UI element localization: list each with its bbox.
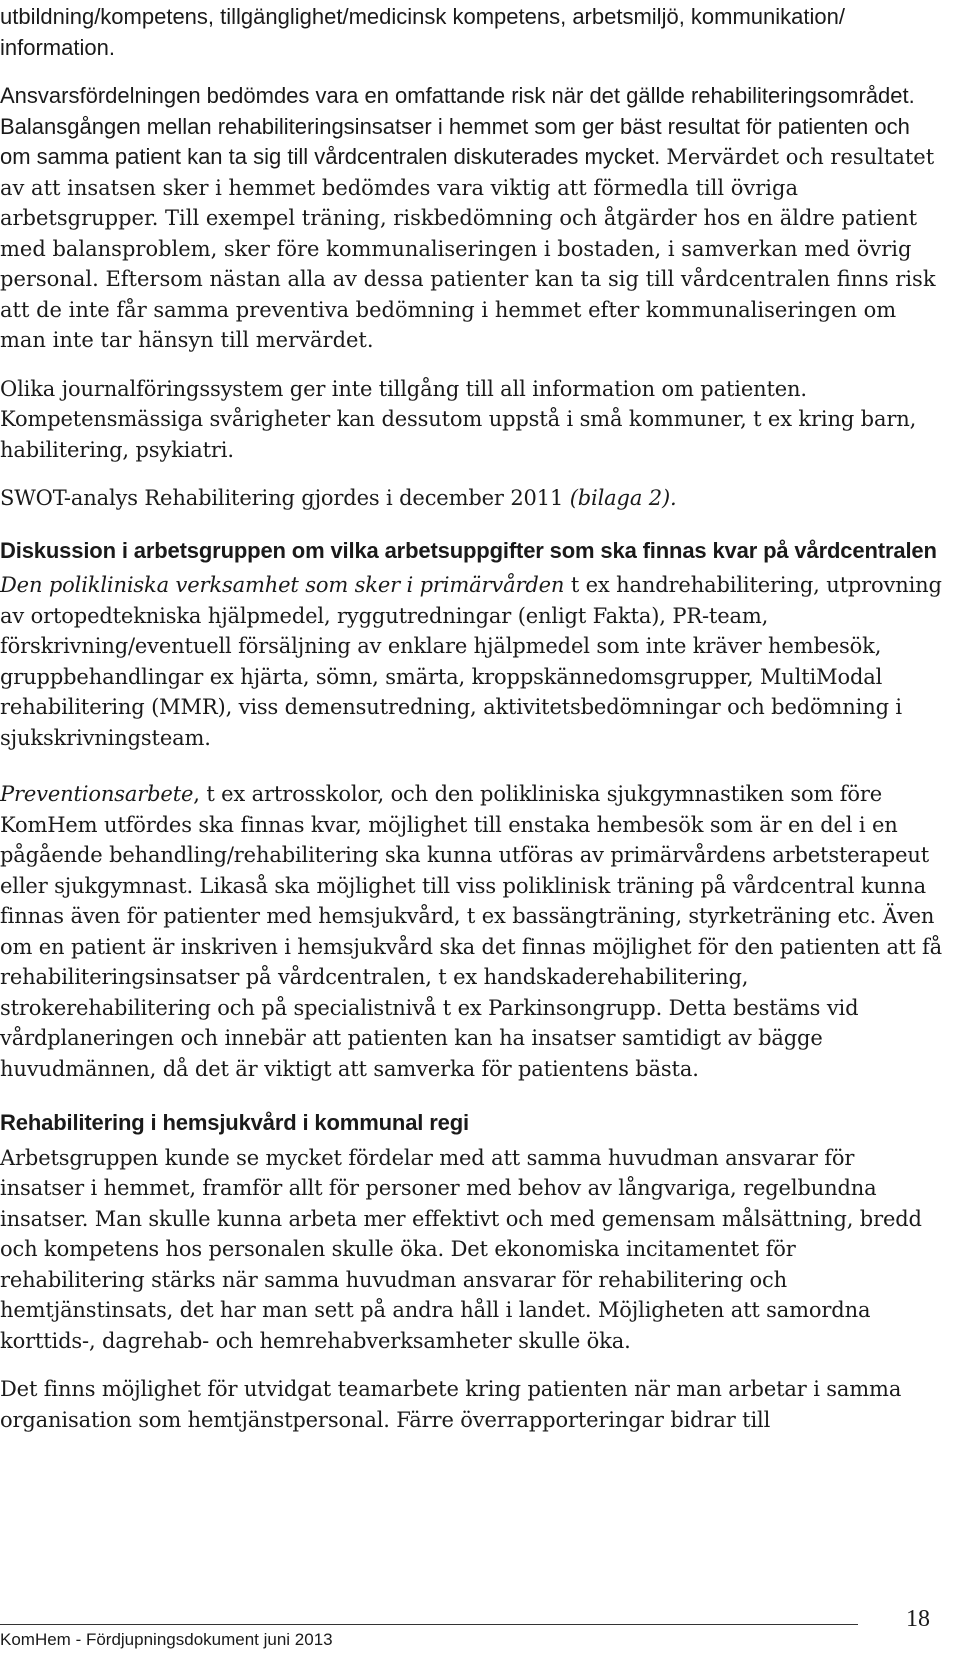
document-body [0, 2, 944, 1443]
poliklinisk-italic: Den polikliniska verksamhet som sker i primärvården [0, 573, 565, 597]
paragraph-journalforing: Olika journalföringssystem ger inte tillgång till all information om patienten. Kompetensmässiga svårigheter kan dessutom uppstå i små kommuner, t ex kring barn, habilitering, psykiatri. [0, 376, 917, 462]
poliklinisk-text: t ex handrehabilitering, utprovning av ortopedtekniska hjälpmedel, ryggutredningar (enligt Fakta), PR-team, förskrivning/eventuell försäljning av enklare hjälpmedel som inte kräver hembesök, gruppbehandlingar ex hjärta, sömn, smärta, kroppskännedomsgrupper, MultiModal rehabilitering (MMR), viss demensutredning, aktivitetsbedömningar och bedömning i sjukskrivningsteam. [0, 573, 942, 750]
page-number: 18 [906, 1606, 930, 1632]
paragraph-poliklinisk [0, 570, 944, 753]
paragraph-prevention [0, 779, 944, 1084]
prevention-italic: Preventionsarbete [0, 782, 194, 806]
footer-title: KomHem - Fördjupningsdokument juni 2013 [0, 1630, 333, 1649]
prevention-text: , t ex artrosskolor, och den polikliniska sjukgymnastiken som före KomHem utfördes ska finnas kvar, möjlighet till enstaka hembesök som är en del i en pågående behandling/rehabilitering ska kunna utföras av primärvårdens arbetsterapeut eller sjukgymnast. Likaså ska möjlighet till viss poliklinisk träning på vårdcentral kunna finnas även för patienter med hemsjukvård, t ex bassängträning, styrketräning etc. Även om en patient är inskriven i hemsjukvård ska det finnas möjlighet för den patienten att få rehabiliteringsinsatser på vårdcentralen, t ex handskaderehabilitering, strokerehabilitering och på specialistnivå t ex Parkinsongrupp. Detta bestäms vid vårdplaneringen och innebär att patienten kan ha insatser samtidigt av bägge huvudmännen, då det är viktigt att samverka för patientens bästa. [0, 782, 943, 1081]
paragraph-mervardet-text: Mervärdet och resultatet av att insatsen sker i hemmet bedömdes vara viktig att förmedla till övriga arbetsgrupper. Till exempel träning, riskbedömning och åtgärder hos en äldre patient med balansproblem, sker före kommunaliseringen i bostaden, i samverkan med övrig personal. Eftersom nästan alla av dessa patienter kan ta sig till vårdcentralen finns risk att de inte får samma preventiva bedömning i hemmet efter kommunaliseringen om man inte tar hänsyn till mervärdet. [0, 145, 936, 352]
paragraph-teamarbete: Det finns möjlighet för utvidgat teamarbete kring patienten när man arbetar i samma organisation som hemtjänstpersonal. Färre överrapporteringar bidrar till [0, 1377, 902, 1432]
paragraph-ansvarsfordelning-text: Ansvarsfördelningen bedömdes vara en omfattande risk när det gällde rehabiliteringsområdet. Balansgången mellan rehabiliteringsinsatser i hemmet som ger bäst resultat för patienten och om samma patient kan ta sig till vårdcentralen diskuterades mycket. [0, 83, 915, 169]
paragraph-swot [0, 483, 944, 514]
swot-text: SWOT-analys Rehabilitering gjordes i december 2011 [0, 486, 564, 510]
paragraph-arbetsgruppen: Arbetsgruppen kunde se mycket fördelar med att samma huvudman ansvarar för insatser i hemmet, framför allt för personer med behov av långvariga, regelbundna insatser. Man skulle kunna arbeta mer effektivt och med gemensam målsättning, bredd och kompetens hos personalen skulle öka. Det ekonomiska incitamentet för rehabilitering stärks när samma huvudman ansvarar för rehabilitering och hemtjänstinsats, det har man sett på andra håll i landet. Möjligheten att samordna korttids-, dagrehab- och hemrehabverksamheter skulle öka. [0, 1145, 922, 1353]
paragraph-ansvarsfordelning [0, 81, 944, 356]
swot-bilaga-ref: (bilaga 2). [569, 486, 677, 510]
section-heading-rehabilitering: Rehabilitering i hemsjukvård i kommunal regi [0, 1110, 469, 1135]
section-heading-diskussion: Diskussion i arbetsgruppen om vilka arbetsuppgifter som ska finnas kvar på vårdcentralen [0, 537, 937, 563]
paragraph-intro: utbildning/kompetens, tillgänglighet/medicinsk kompetens, arbetsmiljö, kommunikation/ information. [0, 4, 845, 60]
footer-divider [0, 1624, 858, 1625]
